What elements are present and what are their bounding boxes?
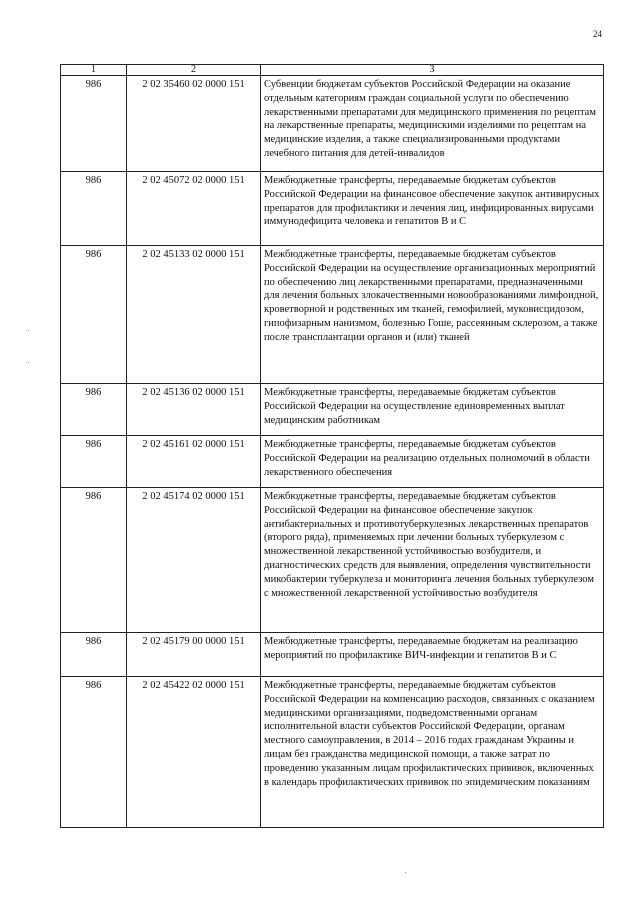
scan-speck: [28, 330, 29, 331]
budget-code-cell: 2 02 45174 02 0000 151: [127, 488, 261, 633]
header-row: [61, 65, 604, 76]
admin-code-cell: 986: [61, 436, 127, 488]
table-row: [61, 76, 604, 172]
budget-table: [60, 64, 604, 828]
description-cell: Межбюджетные трансферты, передаваемые бюджетам субъектов Российской Федерации на реализацию отдельных полномочий в области лекарственного обеспечения: [261, 436, 604, 488]
description-cell: Межбюджетные трансферты, передаваемые бюджетам субъектов Российской Федерации на компенсацию расходов, связанных с оказанием медицинскими организациями, подведомственными органам исполнительной власти субъектов Российской Федерации, органам местного самоуправления, в 2014 – 2016 годах гражданам Украины и лицам без гражданства медицинской помощи, а также затрат по проведению указанным лицам профилактических прививок, включенных в календарь профилактических прививок по эпидемическим показаниям: [261, 677, 604, 828]
description-cell: Межбюджетные трансферты, передаваемые бюджетам субъектов Российской Федерации на осуществление организационных мероприятий по обеспечению лиц лекарственными препаратами, предназначенными для лечения больных злокачественными новообразованиями лимфоидной, кроветворной и родственных им тканей, гемофилией, муковисцидозом, гипофизарным нанизмом, болезнью Гоше, рассеянным склерозом, а также после трансплантации органов и (или) тканей: [261, 246, 604, 384]
budget-code-cell: 2 02 35460 02 0000 151: [127, 76, 261, 172]
description-cell: Межбюджетные трансферты, передаваемые бюджетам субъектов Российской Федерации на финансовое обеспечение закупок антивирусных препаратов для профилактики и лечения лиц, инфицированных вирусами иммунодефицита человека и гепатитов В и С: [261, 172, 604, 246]
budget-code-cell: 2 02 45072 02 0000 151: [127, 172, 261, 246]
admin-code-cell: 986: [61, 76, 127, 172]
table-row: [61, 246, 604, 384]
description-cell: Межбюджетные трансферты, передаваемые бюджетам на реализацию мероприятий по профилактике ВИЧ-инфекции и гепатитов В и С: [261, 633, 604, 677]
table-row: [61, 633, 604, 677]
budget-code-cell: 2 02 45422 02 0000 151: [127, 677, 261, 828]
column-header-1: 1: [61, 65, 127, 76]
budget-code-cell: 2 02 45136 02 0000 151: [127, 384, 261, 436]
budget-code-cell: 2 02 45179 00 0000 151: [127, 633, 261, 677]
budget-code-cell: 2 02 45161 02 0000 151: [127, 436, 261, 488]
admin-code-cell: 986: [61, 172, 127, 246]
table-row: [61, 384, 604, 436]
description-cell: Межбюджетные трансферты, передаваемые бюджетам субъектов Российской Федерации на финансовое обеспечение закупок антибактериальных и противотуберкулезных лекарственных препаратов (второго ряда), применяемых при лечении больных туберкулезом с множественной лекарственной устойчивостью возбудителя, и диагностических средств для выявления, определения чувствительности микобактерии туберкулеза и мониторинга лечения больных туберкулезом с множественной лекарственной устойчивостью возбудителя: [261, 488, 604, 633]
scan-speck: [28, 362, 29, 363]
column-header-2: 2: [127, 65, 261, 76]
admin-code-cell: 986: [61, 246, 127, 384]
table-row: [61, 677, 604, 828]
column-header-3: 3: [261, 65, 604, 76]
scan-speck: [405, 872, 406, 873]
table-row: [61, 488, 604, 633]
admin-code-cell: 986: [61, 677, 127, 828]
description-cell: Субвенции бюджетам субъектов Российской Федерации на оказание отдельным категориям граждан социальной услуги по обеспечению лекарственными препаратами для медицинского применения по рецептам на лекарственные препараты, медицинскими изделиями по рецептам на медицинские изделия, а также специализированными продуктами лечебного питания для детей-инвалидов: [261, 76, 604, 172]
admin-code-cell: 986: [61, 488, 127, 633]
table-row: [61, 172, 604, 246]
table-row: [61, 436, 604, 488]
description-cell: Межбюджетные трансферты, передаваемые бюджетам субъектов Российской Федерации на осуществление единовременных выплат медицинским работникам: [261, 384, 604, 436]
admin-code-cell: 986: [61, 384, 127, 436]
budget-code-cell: 2 02 45133 02 0000 151: [127, 246, 261, 384]
page-number: 24: [593, 29, 602, 39]
admin-code-cell: 986: [61, 633, 127, 677]
